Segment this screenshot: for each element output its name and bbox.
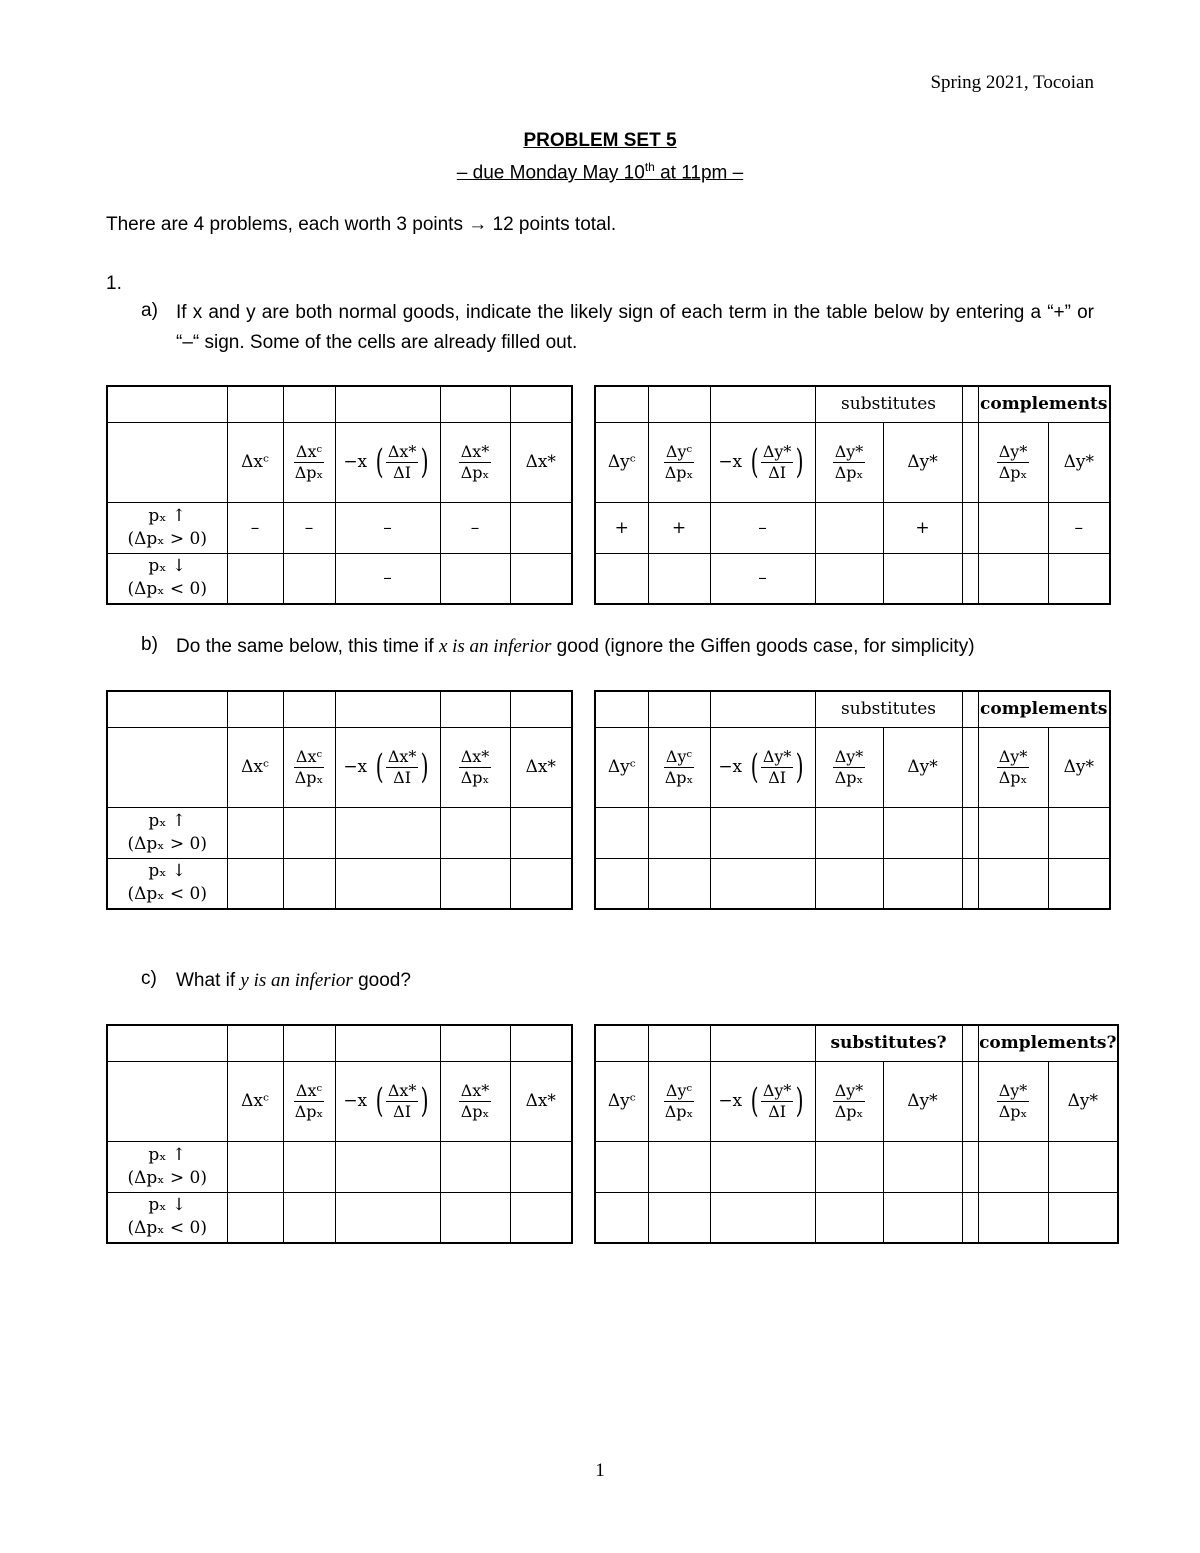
header-empty-cell — [107, 727, 227, 807]
dys-over-dpx-comp-denominator: Δpₓ — [998, 462, 1028, 482]
row-label-line1: pₓ ↑ — [148, 1144, 187, 1165]
dys-symbol-sub: Δy* — [907, 1091, 938, 1111]
answer-cell[interactable]: + — [883, 502, 962, 553]
right-paren: ) — [421, 1081, 430, 1121]
col-header-dxs — [510, 422, 572, 502]
dys-over-dpx-sub-denominator: Δpₓ — [834, 767, 864, 787]
col-header-dxs-dpx — [440, 422, 510, 502]
answer-cell[interactable] — [648, 1141, 710, 1192]
header-empty-cell — [595, 691, 648, 727]
answer-cell[interactable] — [510, 502, 572, 553]
answer-cell[interactable] — [283, 1141, 335, 1192]
dys-over-dpx-sub-numerator: Δy* — [834, 1080, 864, 1100]
spacer-cell — [962, 1141, 978, 1192]
header-empty-cell — [440, 386, 510, 422]
dxc-over-dpx-denominator: Δpₓ — [294, 767, 324, 787]
col-header-dys-sub — [883, 1061, 962, 1141]
answer-cell[interactable] — [648, 553, 710, 604]
income-effect-x-fraction-numerator: Δx* — [387, 1080, 417, 1100]
row-label-line2: (Δpₓ < 0) — [127, 1218, 207, 1239]
dxc-symbol: Δxᶜ — [241, 452, 269, 472]
dyc-over-dpx — [663, 442, 696, 483]
col-header-income-term-y — [710, 422, 815, 502]
right-paren: ) — [421, 442, 430, 482]
question-b-label: b) — [141, 634, 158, 655]
answer-cell[interactable] — [227, 1192, 283, 1243]
dxs-over-dpx-numerator: Δx* — [460, 441, 490, 461]
col-header-dys-dpx-comp — [978, 727, 1048, 807]
row-label-line1: pₓ ↓ — [148, 861, 187, 882]
col-header-dyc — [595, 727, 648, 807]
answer-cell[interactable] — [710, 1141, 815, 1192]
dxc-symbol: Δxᶜ — [241, 757, 269, 777]
substitutes-label: substitutes — [815, 691, 962, 727]
due-date-time: at 11pm – — [654, 162, 744, 184]
income-effect-y-fraction-numerator: Δy* — [762, 746, 792, 766]
table-y-effects — [594, 690, 1111, 910]
complements-label: complements — [978, 691, 1110, 727]
col-header-income-term — [335, 727, 440, 807]
left-paren: ( — [750, 747, 759, 787]
dxs-symbol: Δx* — [525, 757, 556, 777]
header-empty-cell — [440, 1025, 510, 1061]
dys-over-dpx-sub — [833, 1081, 866, 1122]
dys-over-dpx-comp-numerator: Δy* — [998, 441, 1028, 461]
dys-over-dpx-sub-numerator: Δy* — [834, 441, 864, 461]
dxc-over-dpx — [293, 747, 326, 788]
header-empty-cell — [648, 386, 710, 422]
answer-cell[interactable] — [227, 807, 283, 858]
row-label-price-up — [107, 807, 227, 858]
answer-cell[interactable] — [283, 807, 335, 858]
question-c-post: good? — [352, 970, 411, 991]
income-effect-x-fraction-denominator: ΔI — [393, 767, 412, 787]
neg-x-term: −x — [718, 451, 743, 472]
dys-over-dpx-sub-denominator: Δpₓ — [834, 1101, 864, 1121]
col-header-income-term-y — [710, 1061, 815, 1141]
answer-cell[interactable] — [595, 807, 648, 858]
answer-cell[interactable] — [595, 858, 648, 909]
col-header-dys-comp — [1048, 727, 1110, 807]
spacer-cell — [962, 1192, 978, 1243]
col-header-dxc-dpx — [283, 1061, 335, 1141]
answer-cell[interactable] — [510, 858, 572, 909]
header-empty-cell — [595, 386, 648, 422]
answer-cell[interactable]: – — [440, 502, 510, 553]
dxs-symbol: Δx* — [525, 1091, 556, 1111]
header-empty-cell — [335, 691, 440, 727]
dys-symbol-comp: Δy* — [1067, 1091, 1098, 1111]
answer-cell[interactable] — [595, 1192, 648, 1243]
row-label-price-down — [107, 858, 227, 909]
income-effect-x-fraction-numerator: Δx* — [387, 746, 417, 766]
col-header-dyc-dpx — [648, 422, 710, 502]
income-effect-x-fraction — [386, 1081, 419, 1122]
neg-x-term: −x — [343, 756, 368, 777]
col-header-dys-dpx-sub — [815, 727, 883, 807]
answer-cell[interactable] — [510, 1192, 572, 1243]
col-header-dyc-dpx — [648, 1061, 710, 1141]
income-effect-x-fraction — [386, 442, 419, 483]
answer-cell[interactable] — [815, 553, 883, 604]
header-empty-cell — [227, 386, 283, 422]
income-effect-y-fraction-numerator: Δy* — [762, 441, 792, 461]
answer-cell[interactable] — [1048, 1141, 1118, 1192]
page-number: 1 — [595, 1460, 605, 1481]
dyc-over-dpx — [663, 747, 696, 788]
header-empty-cell — [440, 691, 510, 727]
left-paren: ( — [750, 442, 759, 482]
income-effect-y-fraction-denominator: ΔI — [768, 462, 787, 482]
income-effect-x-fraction-numerator: Δx* — [387, 441, 417, 461]
answer-cell[interactable]: – — [335, 553, 440, 604]
answer-cell[interactable]: – — [710, 553, 815, 604]
answer-cell[interactable]: – — [710, 502, 815, 553]
dxc-over-dpx — [293, 1081, 326, 1122]
answer-cell[interactable] — [978, 502, 1048, 553]
col-header-dxc-dpx — [283, 422, 335, 502]
dys-over-dpx-sub — [833, 747, 866, 788]
dys-over-dpx-comp — [997, 747, 1030, 788]
answer-cell[interactable] — [335, 1192, 440, 1243]
answer-cell[interactable]: – — [335, 502, 440, 553]
answer-cell[interactable] — [440, 1141, 510, 1192]
answer-cell[interactable] — [883, 858, 962, 909]
question-c-label: c) — [141, 968, 157, 989]
answer-cell[interactable] — [335, 858, 440, 909]
spacer-cell — [962, 422, 978, 502]
dyc-over-dpx-denominator: Δpₓ — [664, 767, 694, 787]
col-header-dys-dpx-sub — [815, 1061, 883, 1141]
complements-label: complements? — [978, 1025, 1118, 1061]
dyc-symbol: Δyᶜ — [607, 757, 636, 777]
dxs-over-dpx-denominator: Δpₓ — [460, 1101, 490, 1121]
dys-over-dpx-comp-denominator: Δpₓ — [998, 767, 1028, 787]
header-empty-cell — [107, 1061, 227, 1141]
col-header-dys-dpx-sub — [815, 422, 883, 502]
dxs-over-dpx-numerator: Δx* — [460, 746, 490, 766]
dyc-over-dpx-denominator: Δpₓ — [664, 462, 694, 482]
header-empty-cell — [107, 386, 227, 422]
answer-cell[interactable] — [595, 553, 648, 604]
answer-cell[interactable] — [440, 553, 510, 604]
neg-x-term: −x — [718, 1090, 743, 1111]
neg-x-term: −x — [718, 756, 743, 777]
question-a-label: a) — [141, 300, 158, 321]
question-c-em: y is an inferior — [240, 970, 353, 991]
dyc-over-dpx-denominator: Δpₓ — [664, 1101, 694, 1121]
table-x-effects — [106, 385, 573, 605]
col-header-dyc — [595, 422, 648, 502]
question-c-pre: What if — [176, 970, 241, 991]
answer-cell[interactable] — [440, 807, 510, 858]
due-date-text: – due Monday May 10 — [456, 162, 645, 184]
intro-text: There are 4 problems, each worth 3 points → 12 points total. — [106, 214, 617, 235]
col-header-dxc — [227, 422, 283, 502]
dxs-over-dpx-denominator: Δpₓ — [460, 767, 490, 787]
header-empty-cell — [510, 691, 572, 727]
answer-cell[interactable] — [335, 807, 440, 858]
header-empty-cell — [283, 386, 335, 422]
row-label-line2: (Δpₓ > 0) — [127, 528, 207, 549]
dys-over-dpx-comp-numerator: Δy* — [998, 746, 1028, 766]
answer-cell[interactable] — [978, 807, 1048, 858]
answer-cell[interactable] — [978, 858, 1048, 909]
header-empty-cell — [510, 1025, 572, 1061]
dxs-over-dpx — [459, 442, 492, 483]
dxc-over-dpx — [293, 442, 326, 483]
col-header-dxs — [510, 727, 572, 807]
question-b-pre: Do the same below, this time if — [176, 636, 439, 657]
table-x-effects — [106, 690, 573, 910]
dxc-over-dpx-numerator: Δxᶜ — [295, 1080, 323, 1100]
dys-over-dpx-sub — [833, 442, 866, 483]
dys-symbol-comp: Δy* — [1063, 452, 1094, 472]
answer-cell[interactable]: – — [227, 502, 283, 553]
answer-cell[interactable] — [978, 1141, 1048, 1192]
spacer-cell — [962, 858, 978, 909]
left-paren: ( — [750, 1081, 759, 1121]
header-empty-cell — [227, 1025, 283, 1061]
dxs-over-dpx — [459, 1081, 492, 1122]
dxc-over-dpx-numerator: Δxᶜ — [295, 746, 323, 766]
table-y-effects — [594, 385, 1111, 605]
answer-cell[interactable] — [815, 1141, 883, 1192]
dys-over-dpx-sub-numerator: Δy* — [834, 746, 864, 766]
dys-over-dpx-comp-numerator: Δy* — [998, 1080, 1028, 1100]
answer-cell[interactable] — [883, 553, 962, 604]
header-empty-cell — [710, 691, 815, 727]
dys-over-dpx-comp-denominator: Δpₓ — [998, 1101, 1028, 1121]
dxc-over-dpx-denominator: Δpₓ — [294, 462, 324, 482]
header-empty-cell — [648, 691, 710, 727]
col-header-dys-dpx-comp — [978, 422, 1048, 502]
question-b-text — [176, 632, 1116, 662]
answer-cell[interactable] — [648, 807, 710, 858]
right-paren: ) — [796, 1081, 805, 1121]
spacer-cell — [962, 1061, 978, 1141]
row-label-line1: pₓ ↑ — [148, 505, 187, 526]
answer-cell[interactable] — [440, 858, 510, 909]
header-empty-cell — [107, 422, 227, 502]
col-header-income-term — [335, 1061, 440, 1141]
answer-cell[interactable] — [283, 858, 335, 909]
col-header-dxc — [227, 1061, 283, 1141]
dxs-symbol: Δx* — [525, 452, 556, 472]
problem-number: 1. — [106, 273, 122, 294]
header-empty-cell — [962, 1025, 978, 1061]
dyc-symbol: Δyᶜ — [607, 1091, 636, 1111]
header-empty-cell — [107, 691, 227, 727]
substitutes-label: substitutes? — [815, 1025, 962, 1061]
answer-cell[interactable] — [283, 1192, 335, 1243]
income-effect-y-fraction — [761, 1081, 794, 1122]
header-empty-cell — [710, 386, 815, 422]
question-a-text: If x and y are both normal goods, indicate the likely sign of each term in the table below by entering a “+” or “–“ sign. Some of the cells are already filled out. — [176, 302, 1094, 353]
table-y-effects — [594, 1024, 1119, 1244]
dxc-symbol: Δxᶜ — [241, 1091, 269, 1111]
answer-cell[interactable] — [1048, 807, 1110, 858]
header-empty-cell — [510, 386, 572, 422]
dys-over-dpx-comp — [997, 1081, 1030, 1122]
row-label-price-down — [107, 1192, 227, 1243]
dys-over-dpx-comp — [997, 442, 1030, 483]
income-effect-x-fraction-denominator: ΔI — [393, 1101, 412, 1121]
answer-cell[interactable] — [510, 807, 572, 858]
row-label-line1: pₓ ↑ — [148, 810, 187, 831]
header-empty-cell — [283, 1025, 335, 1061]
col-header-dxs-dpx — [440, 1061, 510, 1141]
row-label-price-up — [107, 502, 227, 553]
answer-cell[interactable] — [978, 553, 1048, 604]
answer-cell[interactable]: + — [648, 502, 710, 553]
complements-label: complements — [978, 386, 1110, 422]
row-label-line2: (Δpₓ < 0) — [127, 884, 207, 905]
dys-symbol-comp: Δy* — [1063, 757, 1094, 777]
income-effect-y-fraction-numerator: Δy* — [762, 1080, 792, 1100]
answer-cell[interactable] — [510, 553, 572, 604]
answer-cell[interactable] — [510, 1141, 572, 1192]
neg-x-term: −x — [343, 1090, 368, 1111]
col-header-dys-dpx-comp — [978, 1061, 1048, 1141]
table-x-effects — [106, 1024, 573, 1244]
answer-cell[interactable] — [815, 858, 883, 909]
answer-cell[interactable] — [883, 807, 962, 858]
dxs-over-dpx — [459, 747, 492, 788]
spacer-cell — [962, 807, 978, 858]
answer-cell[interactable] — [1048, 553, 1110, 604]
col-header-dys-comp — [1048, 422, 1110, 502]
income-effect-y-fraction-denominator: ΔI — [768, 1101, 787, 1121]
answer-cell[interactable] — [883, 1192, 962, 1243]
row-label-line2: (Δpₓ > 0) — [127, 833, 207, 854]
dyc-over-dpx-numerator: Δyᶜ — [665, 1080, 693, 1100]
col-header-dys-comp — [1048, 1061, 1118, 1141]
col-header-dyc-dpx — [648, 727, 710, 807]
row-label-price-up — [107, 1141, 227, 1192]
header-empty-cell — [962, 386, 978, 422]
header-empty-cell — [595, 1025, 648, 1061]
answer-cell[interactable] — [440, 1192, 510, 1243]
header-empty-cell — [648, 1025, 710, 1061]
answer-cell[interactable] — [648, 1192, 710, 1243]
dys-symbol-sub: Δy* — [907, 757, 938, 777]
header-author-term: Spring 2021, Tocoian — [930, 72, 1094, 93]
answer-cell[interactable]: – — [1048, 502, 1110, 553]
header-empty-cell — [227, 691, 283, 727]
answer-cell[interactable] — [283, 553, 335, 604]
answer-cell[interactable] — [595, 1141, 648, 1192]
question-c-text — [176, 966, 1076, 996]
header-empty-cell — [335, 386, 440, 422]
left-paren: ( — [375, 747, 384, 787]
dyc-over-dpx-numerator: Δyᶜ — [665, 441, 693, 461]
income-effect-y-fraction — [761, 747, 794, 788]
spacer-cell — [962, 553, 978, 604]
answer-cell[interactable] — [1048, 858, 1110, 909]
substitutes-label: substitutes — [815, 386, 962, 422]
header-empty-cell — [335, 1025, 440, 1061]
neg-x-term: −x — [343, 451, 368, 472]
dyc-over-dpx — [663, 1081, 696, 1122]
header-empty-cell — [962, 691, 978, 727]
income-effect-x-fraction — [386, 747, 419, 788]
row-label-line2: (Δpₓ > 0) — [127, 1167, 207, 1188]
due-date — [0, 160, 1200, 184]
page-title: PROBLEM SET 5 — [523, 130, 677, 151]
answer-cell[interactable]: – — [283, 502, 335, 553]
left-paren: ( — [375, 442, 384, 482]
col-header-dys-sub — [883, 422, 962, 502]
right-paren: ) — [421, 747, 430, 787]
dyc-over-dpx-numerator: Δyᶜ — [665, 746, 693, 766]
right-paren: ) — [796, 442, 805, 482]
right-paren: ) — [796, 747, 805, 787]
answer-cell[interactable] — [1048, 1192, 1118, 1243]
answer-cell[interactable] — [710, 807, 815, 858]
answer-cell[interactable] — [815, 807, 883, 858]
col-header-dxc-dpx — [283, 727, 335, 807]
header-empty-cell — [107, 1025, 227, 1061]
income-effect-y-fraction — [761, 442, 794, 483]
left-paren: ( — [375, 1081, 384, 1121]
spacer-cell — [962, 502, 978, 553]
dys-symbol-sub: Δy* — [907, 452, 938, 472]
col-header-dxs — [510, 1061, 572, 1141]
income-effect-y-fraction-denominator: ΔI — [768, 767, 787, 787]
income-effect-x-fraction-denominator: ΔI — [393, 462, 412, 482]
answer-cell[interactable] — [227, 553, 283, 604]
col-header-dys-sub — [883, 727, 962, 807]
col-header-income-term — [335, 422, 440, 502]
col-header-dyc — [595, 1061, 648, 1141]
question-b-post: good (ignore the Giffen goods case, for simplicity) — [551, 636, 975, 657]
answer-cell[interactable] — [815, 502, 883, 553]
answer-cell[interactable] — [648, 858, 710, 909]
answer-cell[interactable] — [227, 1141, 283, 1192]
answer-cell[interactable]: + — [595, 502, 648, 553]
answer-cell[interactable] — [883, 1141, 962, 1192]
dxs-over-dpx-numerator: Δx* — [460, 1080, 490, 1100]
col-header-dxs-dpx — [440, 727, 510, 807]
answer-cell[interactable] — [335, 1141, 440, 1192]
answer-cell[interactable] — [815, 1192, 883, 1243]
dys-over-dpx-sub-denominator: Δpₓ — [834, 462, 864, 482]
answer-cell[interactable] — [227, 858, 283, 909]
answer-cell[interactable] — [710, 1192, 815, 1243]
header-empty-cell — [283, 691, 335, 727]
question-b-em: x is an inferior — [438, 636, 552, 657]
dxc-over-dpx-denominator: Δpₓ — [294, 1101, 324, 1121]
dxs-over-dpx-denominator: Δpₓ — [460, 462, 490, 482]
row-label-line2: (Δpₓ < 0) — [127, 579, 207, 600]
dyc-symbol: Δyᶜ — [607, 452, 636, 472]
col-header-income-term-y — [710, 727, 815, 807]
due-date-sup: th — [644, 160, 655, 174]
answer-cell[interactable] — [978, 1192, 1048, 1243]
spacer-cell — [962, 727, 978, 807]
row-label-line1: pₓ ↓ — [148, 1195, 187, 1216]
row-label-line1: pₓ ↓ — [148, 556, 187, 577]
header-empty-cell — [710, 1025, 815, 1061]
answer-cell[interactable] — [710, 858, 815, 909]
col-header-dxc — [227, 727, 283, 807]
dxc-over-dpx-numerator: Δxᶜ — [295, 441, 323, 461]
row-label-price-down — [107, 553, 227, 604]
